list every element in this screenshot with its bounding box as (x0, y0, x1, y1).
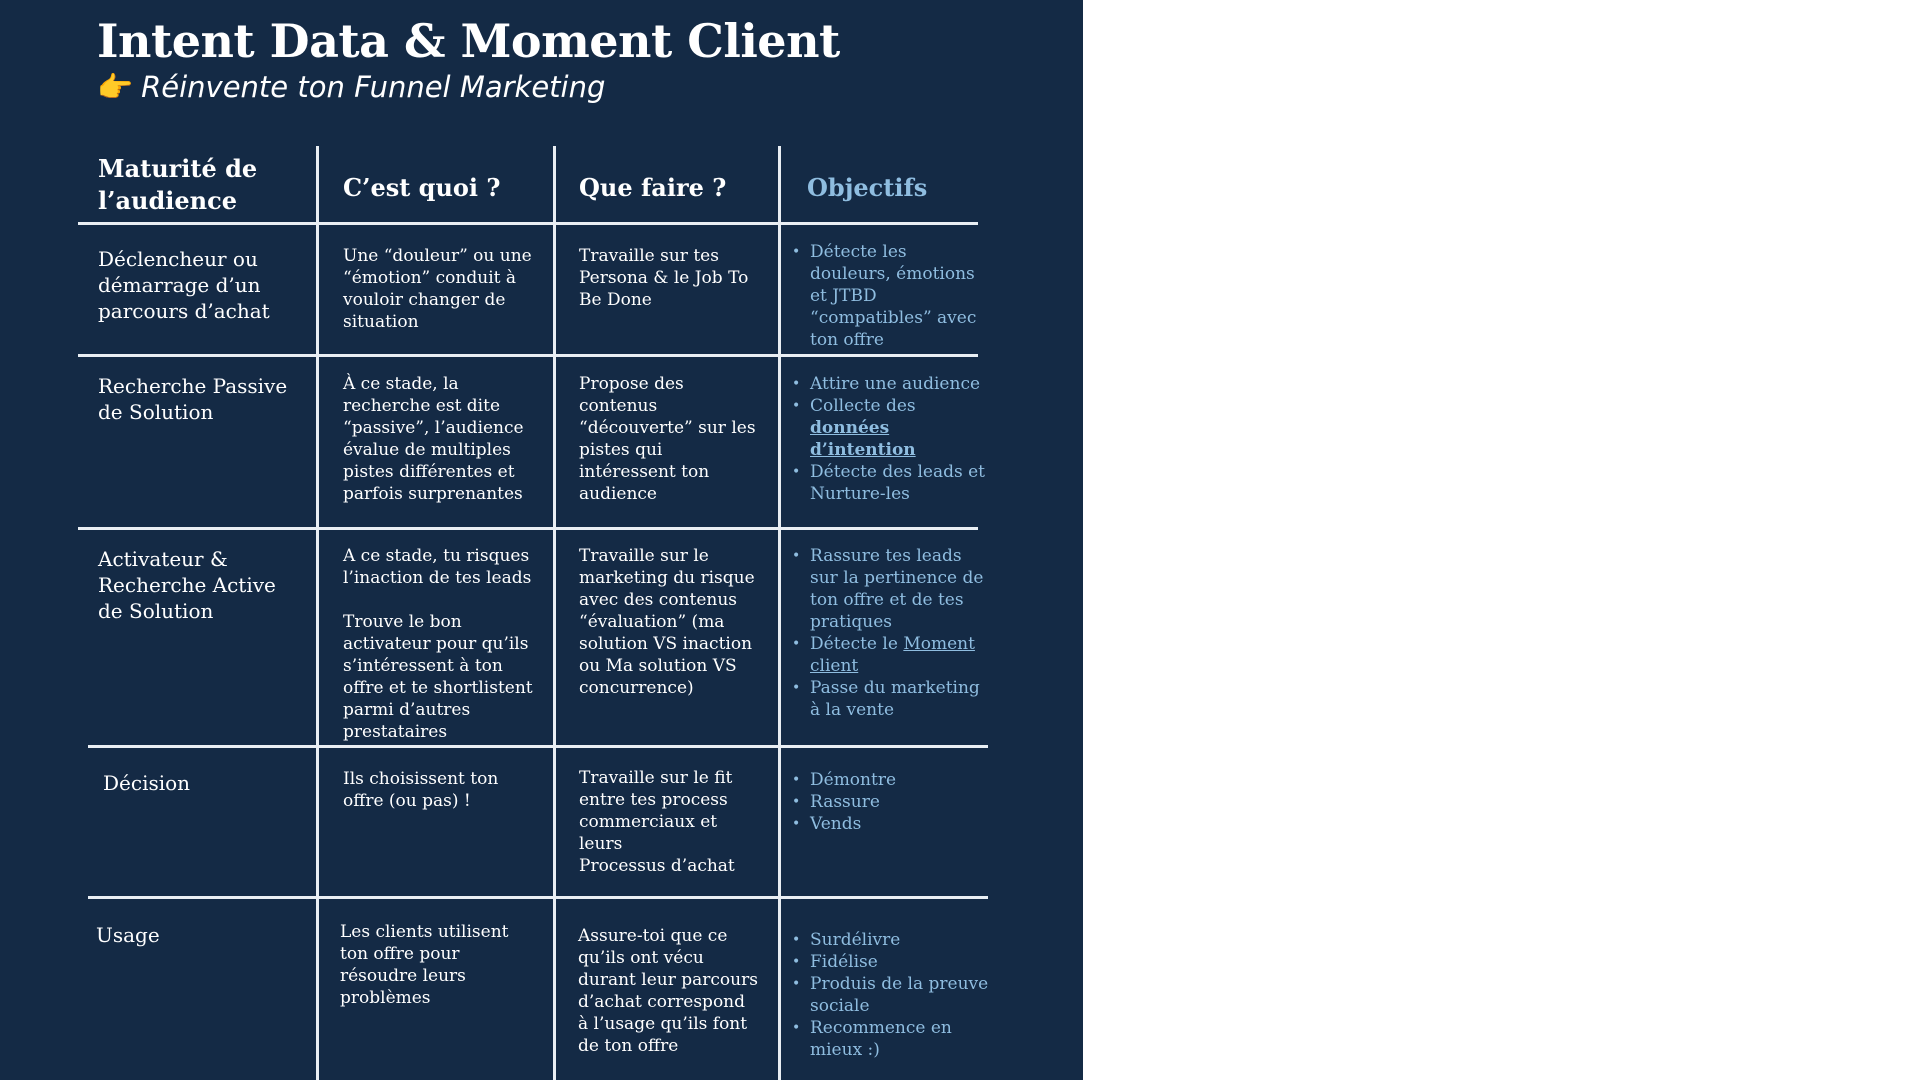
page-title: Intent Data & Moment Client (97, 14, 840, 68)
row-5-objective-2: • Fidélise (810, 951, 992, 973)
grid-divider-3 (778, 146, 781, 1080)
row-2-objective-2: • Collecte des données d’intention (810, 395, 992, 461)
header-maturity (98, 153, 308, 217)
header-objectives: Objectifs (807, 173, 928, 202)
row-5-todo: Assure-toi que ce qu’ils ont vécu durant leur parcours d’achat correspond à l’usage qu’ils font de ton offre (578, 926, 758, 1056)
row-1-objectives (792, 241, 992, 351)
row-5-objectives-list (792, 929, 992, 1061)
row-divider-2 (78, 527, 978, 530)
row-1-objectives-list (792, 241, 992, 351)
row-2-objectives-list (792, 373, 992, 505)
moment-client-link[interactable]: Moment client (810, 634, 975, 676)
row-2-todo: Propose des contenus “découverte” sur les pistes qui intéressent ton audience (579, 374, 756, 504)
row-4-stage: Décision (103, 771, 191, 795)
row-2-stage: Recherche Passive de Solution (98, 374, 288, 424)
row-1-stage: Déclencheur ou démarrage d’un parcours d’achat (98, 247, 270, 323)
row-1-what-text: Une “douleur” ou une “émotion” conduit à vouloir changer de situation (343, 246, 532, 332)
page-subtitle (97, 70, 605, 105)
row-4-objectives-list (792, 769, 992, 835)
header-maturity-line-2: l’audience (98, 186, 237, 215)
row-3-what-text-2: Trouve le bon activateur pour qu’ils s’intéressent à ton offre et te shortlistent parmi d’autres prestataires (343, 612, 533, 742)
row-5-objective-1: • Surdélivre (810, 929, 992, 951)
row-3-objectives (792, 545, 992, 721)
row-5-what (340, 921, 515, 1009)
row-divider-1 (78, 354, 978, 357)
row-2-what-text: À ce stade, la recherche est dite “passive”, l’audience évalue de multiples pistes différentes et parfois surprenantes (343, 374, 524, 504)
row-4-objective-3: • Vends (810, 813, 992, 835)
pointing-hand-icon: 👉 (97, 70, 134, 104)
intent-data-link[interactable]: données d’intention (810, 418, 916, 460)
row-2-objectives (792, 373, 992, 505)
row-5-stage: Usage (96, 923, 160, 947)
row-4-what (343, 768, 518, 812)
row-3-what (343, 545, 548, 743)
row-divider-4 (88, 896, 988, 899)
row-1-what (343, 245, 533, 333)
row-5-objective-4: • Recommence en mieux :) (810, 1017, 992, 1061)
grid-divider-2 (553, 146, 556, 1080)
row-4-todo: Travaille sur le fit entre tes process commerciaux et leurs Processus d’achat (579, 768, 735, 876)
row-2-objective-3: • Détecte des leads et Nurture-les (810, 461, 992, 505)
row-3-what-text-1: A ce stade, tu risques l’inaction de tes leads (343, 546, 532, 588)
row-4-objective-2: • Rassure (810, 791, 992, 813)
row-5-what-text: Les clients utilisent ton offre pour résoudre leurs problèmes (340, 922, 509, 1008)
row-2-objective-1: • Attire une audience (810, 373, 992, 395)
row-2-what (343, 373, 543, 505)
row-5-objective-3: • Produis de la preuve sociale (810, 973, 992, 1017)
row-1-todo: Travaille sur tes Persona & le Job To Be Done (579, 246, 749, 310)
row-3-stage: Activateur & Recherche Active de Solution (98, 547, 276, 623)
header-divider (78, 222, 978, 225)
grid-divider-1 (316, 146, 319, 1080)
row-3-objective-2: • Détecte le Moment client (810, 633, 992, 677)
row-1-objective-1: • Détecte les douleurs, émotions et JTBD “compatibles” avec ton offre (810, 241, 992, 351)
row-3-todo: Travaille sur le marketing du risque avec des contenus “évaluation” (ma solution VS inaction ou Ma solution VS concurrence) (579, 546, 755, 698)
header-todo: Que faire ? (579, 173, 727, 202)
row-4-objectives (792, 769, 992, 835)
row-5-objectives (792, 929, 992, 1061)
row-divider-3 (88, 745, 988, 748)
row-3-objective-1: • Rassure tes leads sur la pertinence de ton offre et de tes pratiques (810, 545, 992, 633)
row-4-what-text: Ils choisissent ton offre (ou pas) ! (343, 769, 499, 811)
row-3-objective-3: • Passe du marketing à la vente (810, 677, 992, 721)
header-what: C’est quoi ? (343, 173, 501, 202)
header-maturity-line-1: Maturité de (98, 154, 258, 183)
subtitle-text: Réinvente ton Funnel Marketing (141, 70, 606, 104)
row-4-objective-1: • Démontre (810, 769, 992, 791)
row-3-objectives-list (792, 545, 992, 721)
